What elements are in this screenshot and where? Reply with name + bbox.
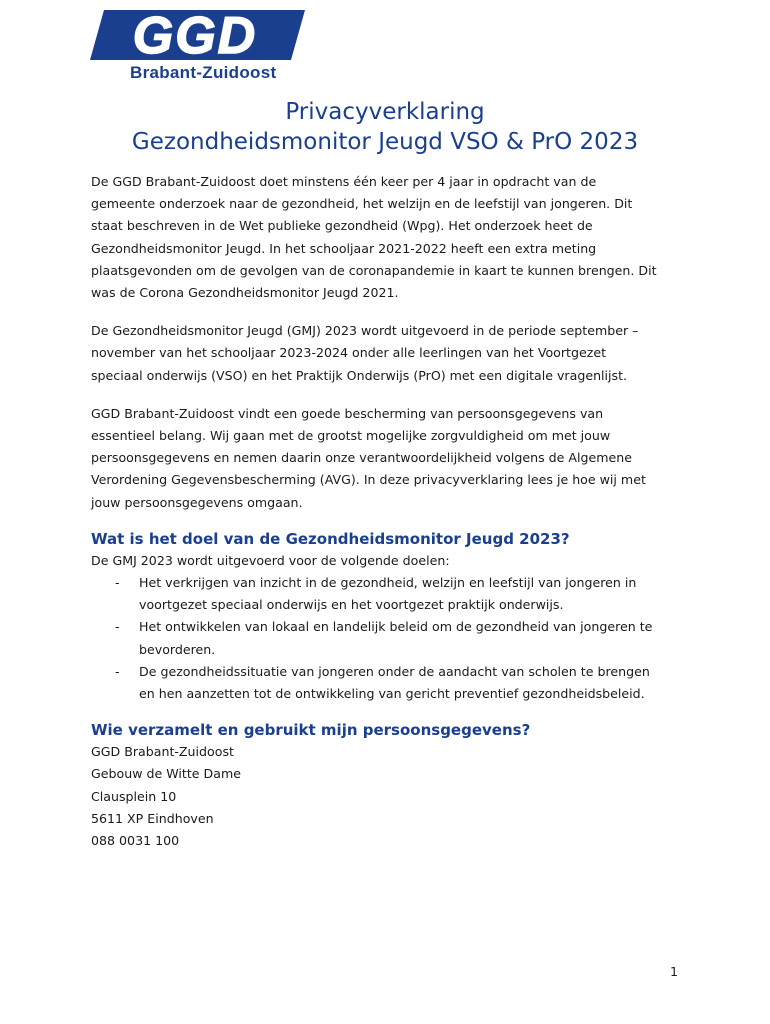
page-title	[0, 97, 770, 157]
list-item-text: Het verkrijgen van inzicht in de gezondheid, welzijn en leefstijl van jongeren in voortgezet speciaal onderwijs en het voortgezet praktijk onderwijs.	[139, 575, 637, 613]
page-number: 1	[670, 964, 679, 979]
list-bullet: -	[115, 663, 120, 679]
ggd-logo	[90, 10, 305, 86]
paragraph-privacy: GGD Brabant-Zuidoost vindt een goede bescherming van persoonsgegevens van essentieel belang. Wij gaan met de grootst mogelijke zorgvuldigheid om met jouw persoonsgegevens en nemen daarin onze verantwoordelijkheid volgens de Algemene Verordening Gegevensbescherming (AVG). In deze privacyverklaring lees je hoe wij met jouw persoonsgegevens omgaan.	[91, 405, 646, 510]
address-line: Gebouw de Witte Dame	[91, 766, 241, 782]
section-heading-controller: Wie verzamelt en gebruikt mijn persoonsgegevens?	[91, 721, 531, 740]
document-body	[91, 171, 681, 852]
paragraph-gmj: De Gezondheidsmonitor Jeugd (GMJ) 2023 wordt uitgevoerd in de periode september – november van het schooljaar 2023-2024 onder alle leerlingen van het Voortgezet speciaal onderwijs (VSO) en het Praktijk Onderwijs (PrO) met een digitale vragenlijst.	[91, 323, 639, 383]
address-line: 5611 XP Eindhoven	[91, 810, 214, 826]
list-bullet: -	[115, 619, 120, 635]
address-line: Clausplein 10	[91, 788, 177, 804]
section-heading-purpose: Wat is het doel van de Gezondheidsmonitor Jeugd 2023?	[91, 529, 570, 548]
list-bullet: -	[115, 575, 120, 591]
title-line-1: Privacyverklaring	[285, 99, 485, 125]
paragraph-intro: De GGD Brabant-Zuidoost doet minstens één keer per 4 jaar in opdracht van de gemeente onderzoek naar de gezondheid, het welzijn en de leefstijl van jongeren. Dit staat beschreven in de Wet publieke gezondheid (Wpg). Het onderzoek heet de Gezondheidsmonitor Jeugd. In het schooljaar 2021-2022 heeft een extra meting plaatsgevonden om de gevolgen van de coronapandemie in kaart te kunnen brengen. Dit was de Corona Gezondheidsmonitor Jeugd 2021.	[91, 174, 657, 301]
address-line: GGD Brabant-Zuidoost	[91, 744, 234, 760]
ggd-logo-mark	[90, 10, 305, 62]
logo-letters: GGD	[132, 10, 258, 62]
purpose-intro: De GMJ 2023 wordt uitgevoerd voor de volgende doelen:	[91, 552, 450, 568]
list-item	[91, 661, 681, 705]
address-block	[91, 741, 681, 852]
title-line-2: Gezondheidsmonitor Jeugd VSO & PrO 2023	[131, 129, 639, 155]
phone-number: 088 0031 100	[91, 833, 180, 849]
logo-subtitle: Brabant-Zuidoost	[130, 63, 277, 82]
list-item	[91, 572, 681, 616]
list-item-text: Het ontwikkelen van lokaal en landelijk beleid om de gezondheid van jongeren te bevorderen.	[139, 619, 653, 657]
list-item-text: De gezondheidssituatie van jongeren onder de aandacht van scholen te brengen en hen aanzetten tot de ontwikkeling van gericht preventief gezondheidsbeleid.	[139, 663, 650, 702]
list-item	[91, 616, 681, 660]
purpose-list	[91, 572, 681, 705]
